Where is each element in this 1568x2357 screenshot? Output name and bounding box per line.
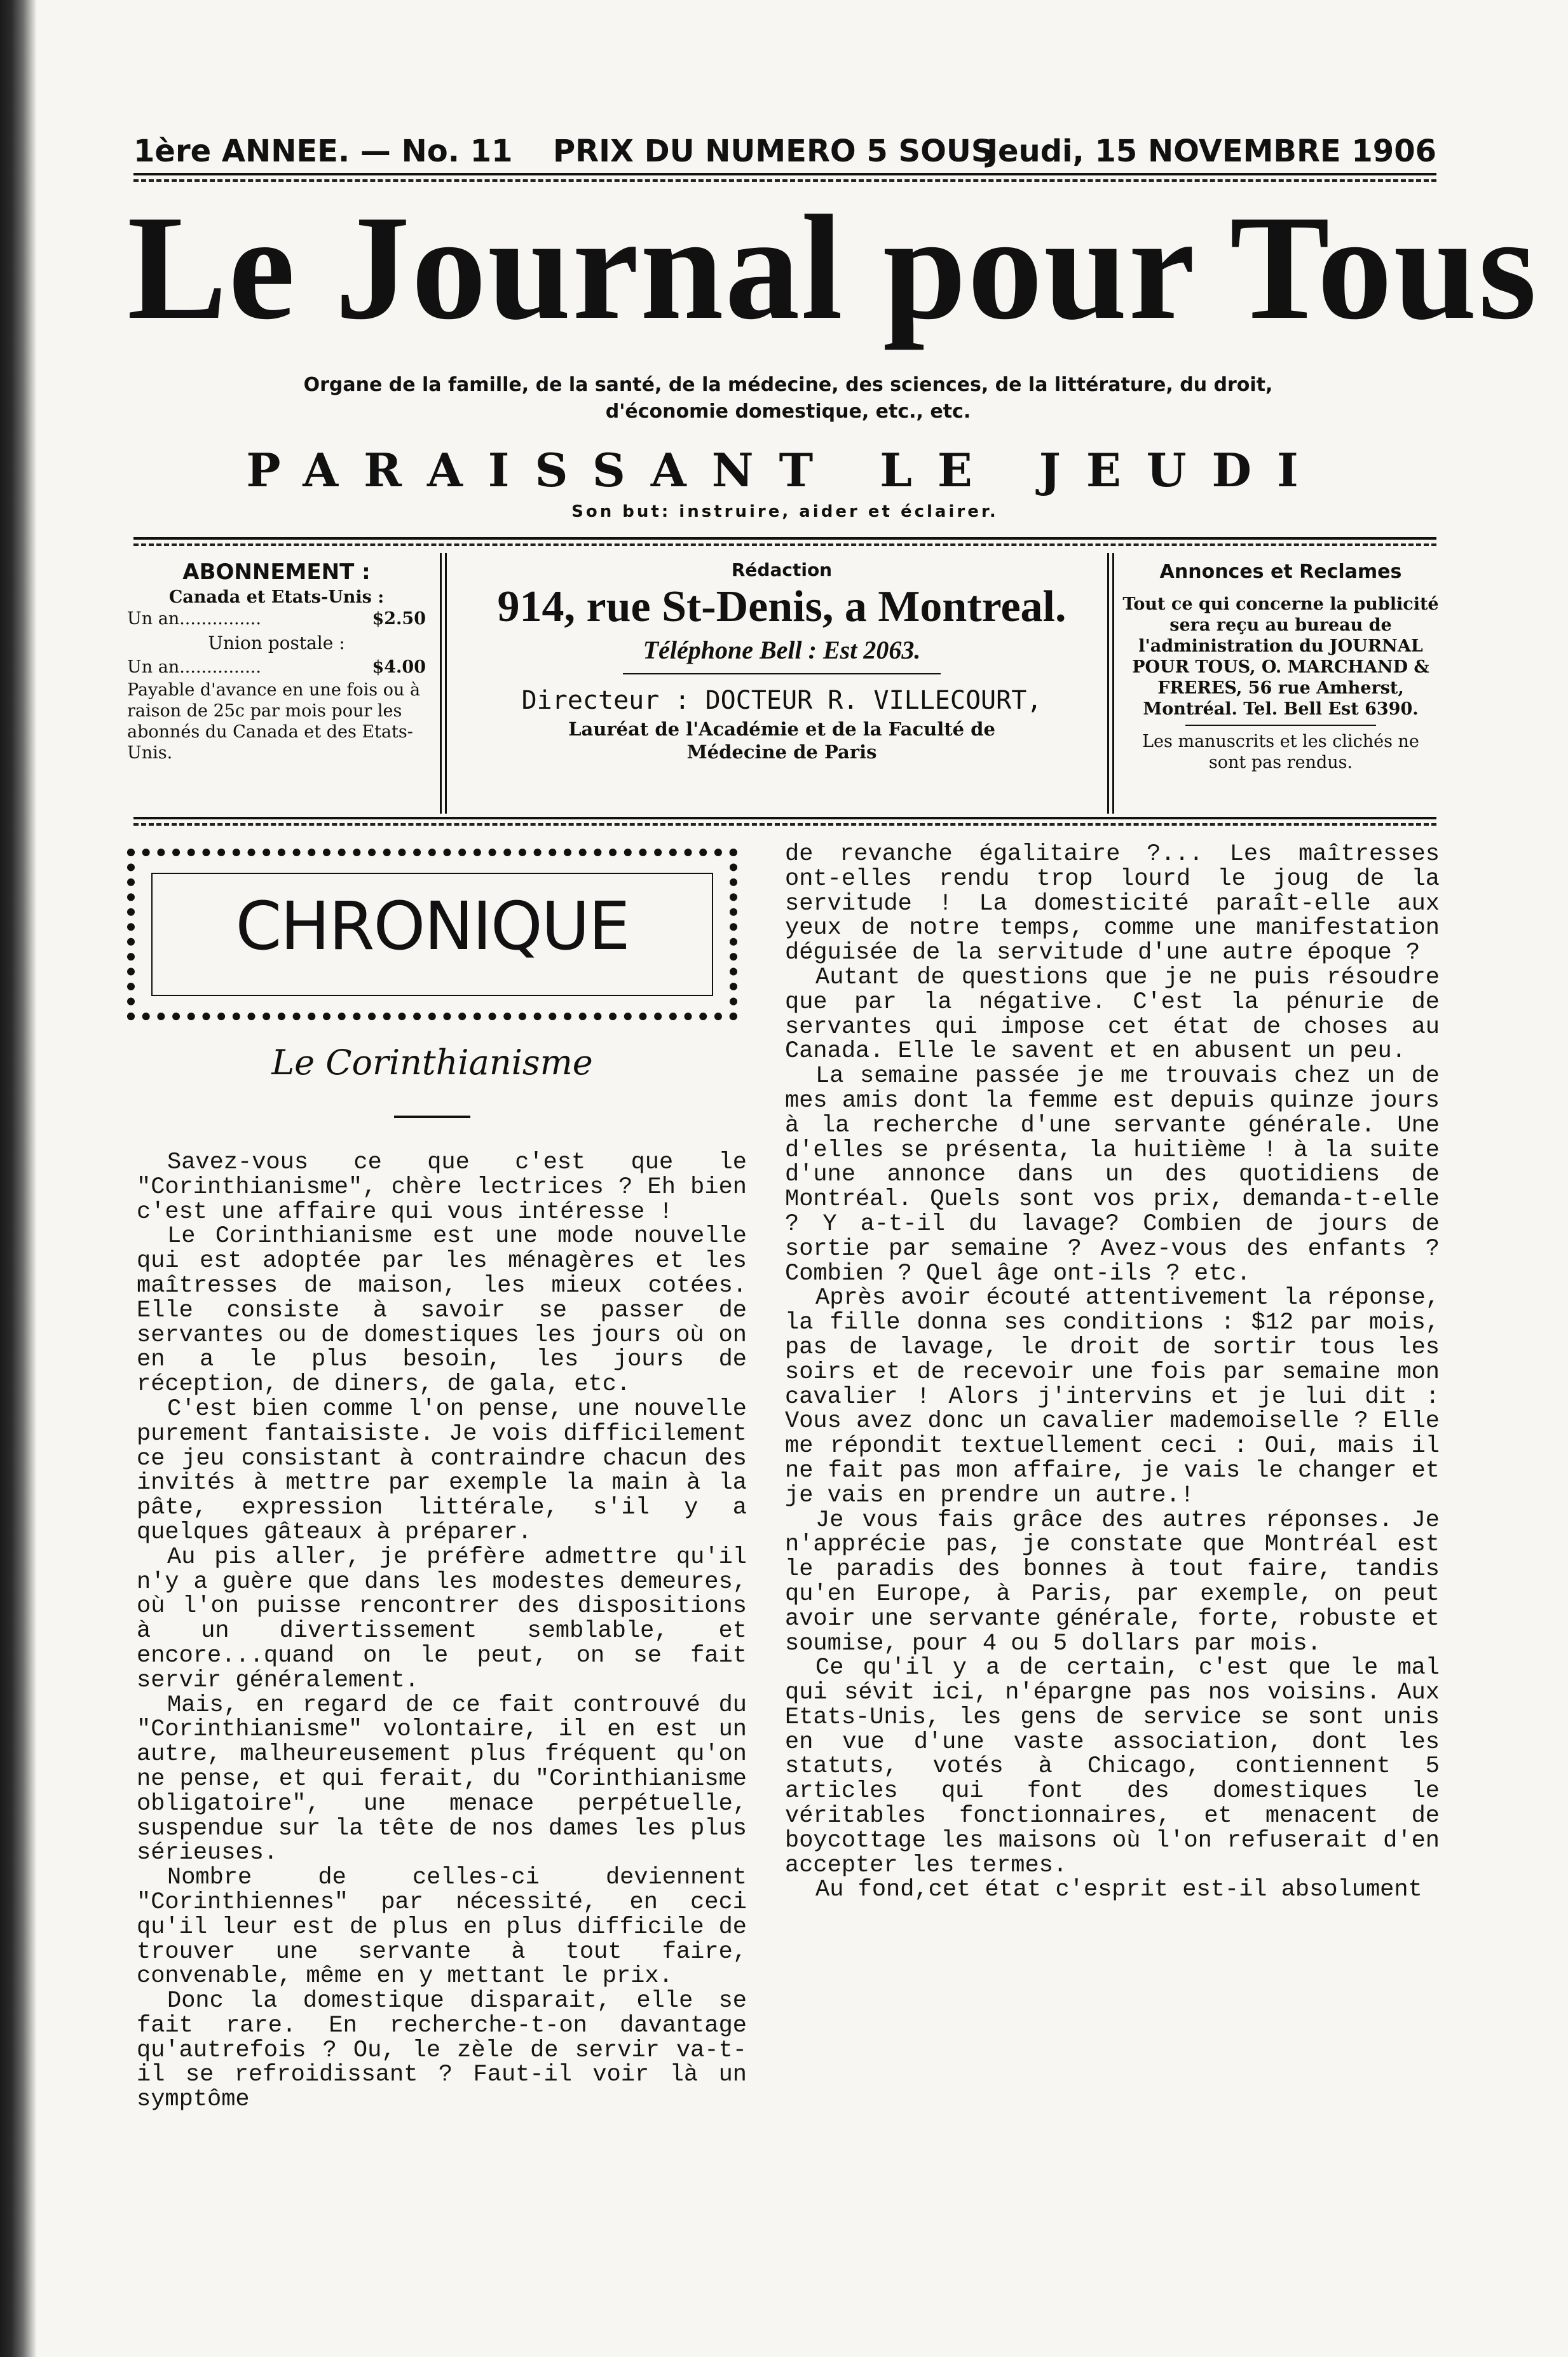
advertising-note: Les manuscrits et les clichés ne sont pas rendus. [1142,732,1419,772]
paragraph: Au fond,cet état c'esprit est-il absolument [815,1876,1422,1904]
paragraph: Après avoir écouté attentivement la réponse, la fille donna ses conditions : $12 par mois, pas de lavage, le droit de sortir tous les soirs et de recevoir une fois par semaine mon cavalier ! Alors j'intervins et je lui dit : Vous avez donc un cavalier mademoiselle ? Elle me répondit textuellement ceci : Oui, mais il ne fait pas mon affaire, je vais le changer et je vais en prendre un autre.! [785,1285,1440,1509]
editorial-box [464,559,1100,807]
advertising-box [1122,559,1440,807]
advertising-rule [1185,725,1376,726]
subscription-note: Payable d'avance en une fois ou à raison de 25c par mois pour les abonnés du Canada et des Etats-Unis. [127,680,421,763]
section-title: CHRONIQUE [235,887,629,965]
subscription-region-2: Union postale : [208,632,345,653]
subscription-box [127,559,426,807]
paragraph: C'est bien comme l'on pense, une nouvelle purement fantaisiste. Je vois difficilement ce jeu consistant à contraindre chacun des invités à mettre par exemple la main à la pâte, expression littérale, s'il y a quelques gâteaux à préparer. [137,1395,747,1546]
chronique-ornament-frame [127,849,737,1020]
column-separator [440,553,442,814]
paragraph: Autant de questions que je ne puis résoudre que par la négative. C'est la pénurie de servantes qui impose cet état de choses au Canada. Elle le savent et en abusent un peu. [785,964,1440,1065]
info-bottom-rule-dotted [133,823,1436,826]
row-label: Un an............... [127,657,261,677]
subscription-row-1 [127,607,426,631]
issue-date: Jeudi, 15 NOVEMBRE 1906 [986,133,1436,169]
column-separator [1112,553,1114,814]
masthead-title: Le Journal pour Tous [127,185,1538,351]
issue-header [133,133,1436,170]
paragraph: Ce qu'il y a de certain, c'est que le mal qui sévit ici, n'épargne pas nos voisins. Aux Etats-Unis, les gens de service se sont unis en vue d'une vaste association, dont les statuts, votés à Chicago, contiennent 5 articles qui font des domestiques le véritables fonctionnaires, et menacent de boycottage les maisons où l'on refuserait d'en accepter les termes. [785,1655,1440,1879]
info-bottom-rule [133,817,1436,819]
subscription-region-1: Canada et Etats-Unis : [168,587,385,607]
row-price: $4.00 [372,657,426,677]
paragraph: Savez-vous ce que c'est que le "Corinthianisme", chère lectrices ? Eh bien c'est une affaire qui vous intéresse ! [137,1149,747,1226]
paragraph: Au pis aller, je préfère admettre qu'il n'y a guère que dans les modestes demeures, où l'on puisse rencontrer des dispositions à un divertissement semblable, et encore...quand on le peut, on se fait servir généralement. [137,1543,747,1694]
subscription-title: ABONNEMENT : [182,559,371,585]
header-rule [133,173,1436,175]
publication-frequency: PARAISSANT LE JEUDI [246,443,1324,497]
issue-price: PRIX DU NUMERO 5 SOUS [553,133,993,169]
info-top-rule-dotted [133,543,1436,546]
organ-description [210,372,1367,425]
article-column-left [137,1151,747,2112]
article-column-right [785,842,1440,1903]
organ-line-2: d'économie domestique, etc., etc. [605,400,971,423]
paragraph: Mais, en regard de ce fait controuvé du "Corinthianisme" volontaire, il en est un autre, malheureusement plus fréquent qu'on ne pense, et qui ferait, du "Corinthianisme obligatoire", une menace perpétuelle, suspendue sur la tête de nos dames les plus sérieuses. [137,1691,747,1867]
advertising-body: Tout ce qui concerne la publicité sera reçu au bureau de l'administration du JOURNAL POUR TOUS, O. MARCHAND & FRERES, 56 rue Amherst, Montréal. Tel. Bell Est 6390. [1122,594,1439,719]
editorial-director: Directeur : DOCTEUR R. VILLECOURT, [521,686,1042,715]
article-title: Le Corinthianisme [271,1042,593,1083]
paragraph: de revanche égalitaire ?... Les maîtresses ont-elles rendu trop lourd le joug de la servitude ! La domesticité paraît-elle aux yeux de notre temps, comme une manifestation déguisée de la servitude d'une autre époque ? [785,841,1440,967]
info-top-rule [133,537,1436,540]
editorial-address: 914, rue St-Denis, a Montreal. [497,582,1067,631]
editorial-rule [623,673,941,674]
editorial-laureate-2: Médecine de Paris [686,741,877,763]
organ-line-1: Organe de la famille, de la santé, de la médecine, des sciences, de la littérature, du droit, [303,374,1273,396]
paragraph: La semaine passée je me trouvais chez un de mes amis dont la femme est depuis quinze jours à la recherche d'une servante générale. Une d'elles se présenta, la huitième ! à la suite d'une annonce dans un des quotidiens de Montréal. Quels sont vos prix, demanda-t-elle ? Y a-t-il du lavage? Combien de jours de sortie par semaine ? Avez-vous des enfants ? Combien ? Quel âge ont-ils ? etc. [785,1063,1440,1287]
paragraph: Je vous fais grâce des autres réponses. Je n'apprécie pas, je constate que Montréal est le paradis des bonnes à tout faire, tandis qu'en Europe, à Paris, par exemple, on peut avoir une servante générale, forte, robuste et soumise, pour 4 ou 5 dollars par mois. [785,1506,1440,1657]
title-rule [394,1116,470,1118]
row-label: Un an............... [127,609,261,629]
subscription-row-2 [127,655,426,680]
paragraph: Nombre de celles-ci deviennent "Corinthiennes" par nécessité, en ceci qu'il leur est de plus en plus difficile de trouver une servante à tout faire, convenable, même en y mettant le prix. [137,1864,747,1990]
paragraph: Le Corinthianisme est une mode nouvelle qui est adoptée par les ménagères et les maîtresses de maison, les mieux cotées. Elle consiste à savoir se passer de servantes ou de domestiques les jours où on en a le plus besoin, les jours de réception, de diners, de gala, etc. [137,1223,747,1398]
column-separator [445,553,447,814]
row-price: $2.50 [372,609,426,629]
paragraph: Donc la domestique disparait, elle se fait rare. En recherche-t-on davantage qu'autrefois ? Ou, le zèle de servir va-t-il se refroidissant ? Faut-il voir là un symptôme [137,1988,747,2114]
editorial-phone: Téléphone Bell : Est 2063. [643,636,921,664]
issue-number: 1ère ANNEE. — No. 11 [133,133,513,169]
motto: Son but: instruire, aider et éclairer. [571,502,999,521]
editorial-title: Rédaction [731,559,833,580]
advertising-title: Annonces et Reclames [1159,561,1402,583]
binding-edge [0,0,37,2357]
column-separator [1107,553,1109,814]
editorial-laureate-1: Lauréat de l'Académie et de la Faculté de [568,718,995,740]
